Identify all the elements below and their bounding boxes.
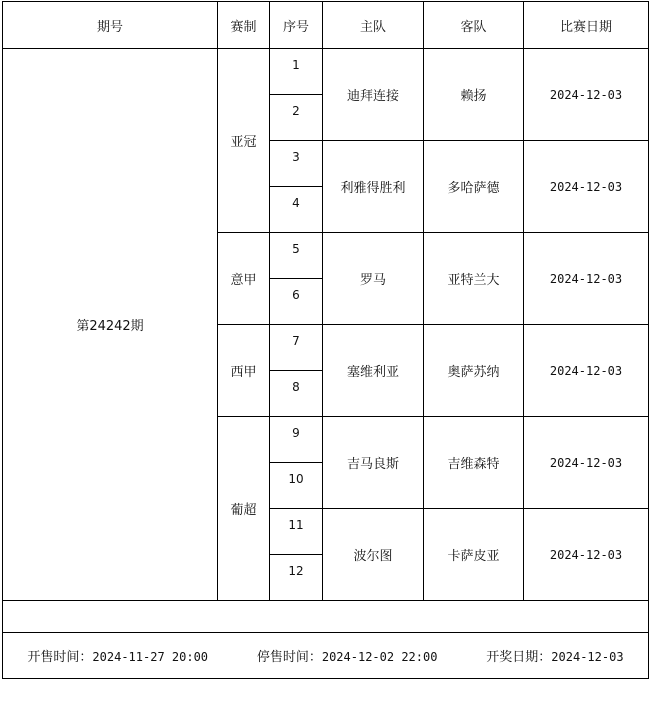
- match-date-cell: 2024-12-03: [524, 325, 649, 417]
- competition-cell: 西甲: [218, 325, 270, 417]
- seq-cell: 2: [270, 95, 323, 141]
- away-team-cell: 吉维森特: [424, 417, 524, 509]
- sale-end-label: 停售时间：: [256, 650, 322, 665]
- sale-start-value: 2024-11-27 20:00: [92, 650, 209, 664]
- sale-info: [3, 646, 648, 665]
- lottery-schedule-table: [2, 1, 649, 679]
- seq-cell: 4: [270, 187, 323, 233]
- seq-cell: 10: [270, 463, 323, 509]
- header-away: 客队: [424, 2, 524, 49]
- seq-cell: 9: [270, 417, 323, 463]
- home-team-cell: 塞维利亚: [323, 325, 424, 417]
- match-date-cell: 2024-12-03: [524, 509, 649, 601]
- seq-cell: 1: [270, 49, 323, 95]
- home-team-cell: 利雅得胜利: [323, 141, 424, 233]
- seq-cell: 3: [270, 141, 323, 187]
- blank-row: [3, 601, 649, 633]
- home-team-cell: 吉马良斯: [323, 417, 424, 509]
- home-team-cell: 波尔图: [323, 509, 424, 601]
- draw-date-label: 开奖日期：: [486, 650, 552, 665]
- blank-cell: [3, 601, 649, 633]
- sale-end-value: 2024-12-02 22:00: [321, 650, 438, 664]
- header-seq: 序号: [270, 2, 323, 49]
- header-period: 期号: [3, 2, 218, 49]
- header-competition: 赛制: [218, 2, 270, 49]
- seq-cell: 11: [270, 509, 323, 555]
- seq-cell: 8: [270, 371, 323, 417]
- footer-row: [3, 633, 649, 679]
- away-team-cell: 亚特兰大: [424, 233, 524, 325]
- table-row: [3, 49, 649, 95]
- sale-end: [257, 646, 438, 665]
- header-date: 比赛日期: [524, 2, 649, 49]
- away-team-cell: 赖扬: [424, 49, 524, 141]
- header-home: 主队: [323, 2, 424, 49]
- competition-cell: 葡超: [218, 417, 270, 601]
- match-date-cell: 2024-12-03: [524, 141, 649, 233]
- seq-cell: 6: [270, 279, 323, 325]
- away-team-cell: 卡萨皮亚: [424, 509, 524, 601]
- competition-cell: 亚冠: [218, 49, 270, 233]
- away-team-cell: 多哈萨德: [424, 141, 524, 233]
- match-date-cell: 2024-12-03: [524, 233, 649, 325]
- home-team-cell: 罗马: [323, 233, 424, 325]
- seq-cell: 12: [270, 555, 323, 601]
- match-date-cell: 2024-12-03: [524, 49, 649, 141]
- draw-date-value: 2024-12-03: [551, 650, 624, 664]
- draw-date: [486, 646, 623, 665]
- home-team-cell: 迪拜连接: [323, 49, 424, 141]
- sale-start-label: 开售时间：: [27, 650, 93, 665]
- sale-start: [27, 646, 208, 665]
- header-row: [3, 2, 649, 49]
- footer-cell: [3, 633, 649, 679]
- match-date-cell: 2024-12-03: [524, 417, 649, 509]
- seq-cell: 7: [270, 325, 323, 371]
- seq-cell: 5: [270, 233, 323, 279]
- competition-cell: 意甲: [218, 233, 270, 325]
- period-cell: 第24242期: [3, 49, 218, 601]
- away-team-cell: 奥萨苏纳: [424, 325, 524, 417]
